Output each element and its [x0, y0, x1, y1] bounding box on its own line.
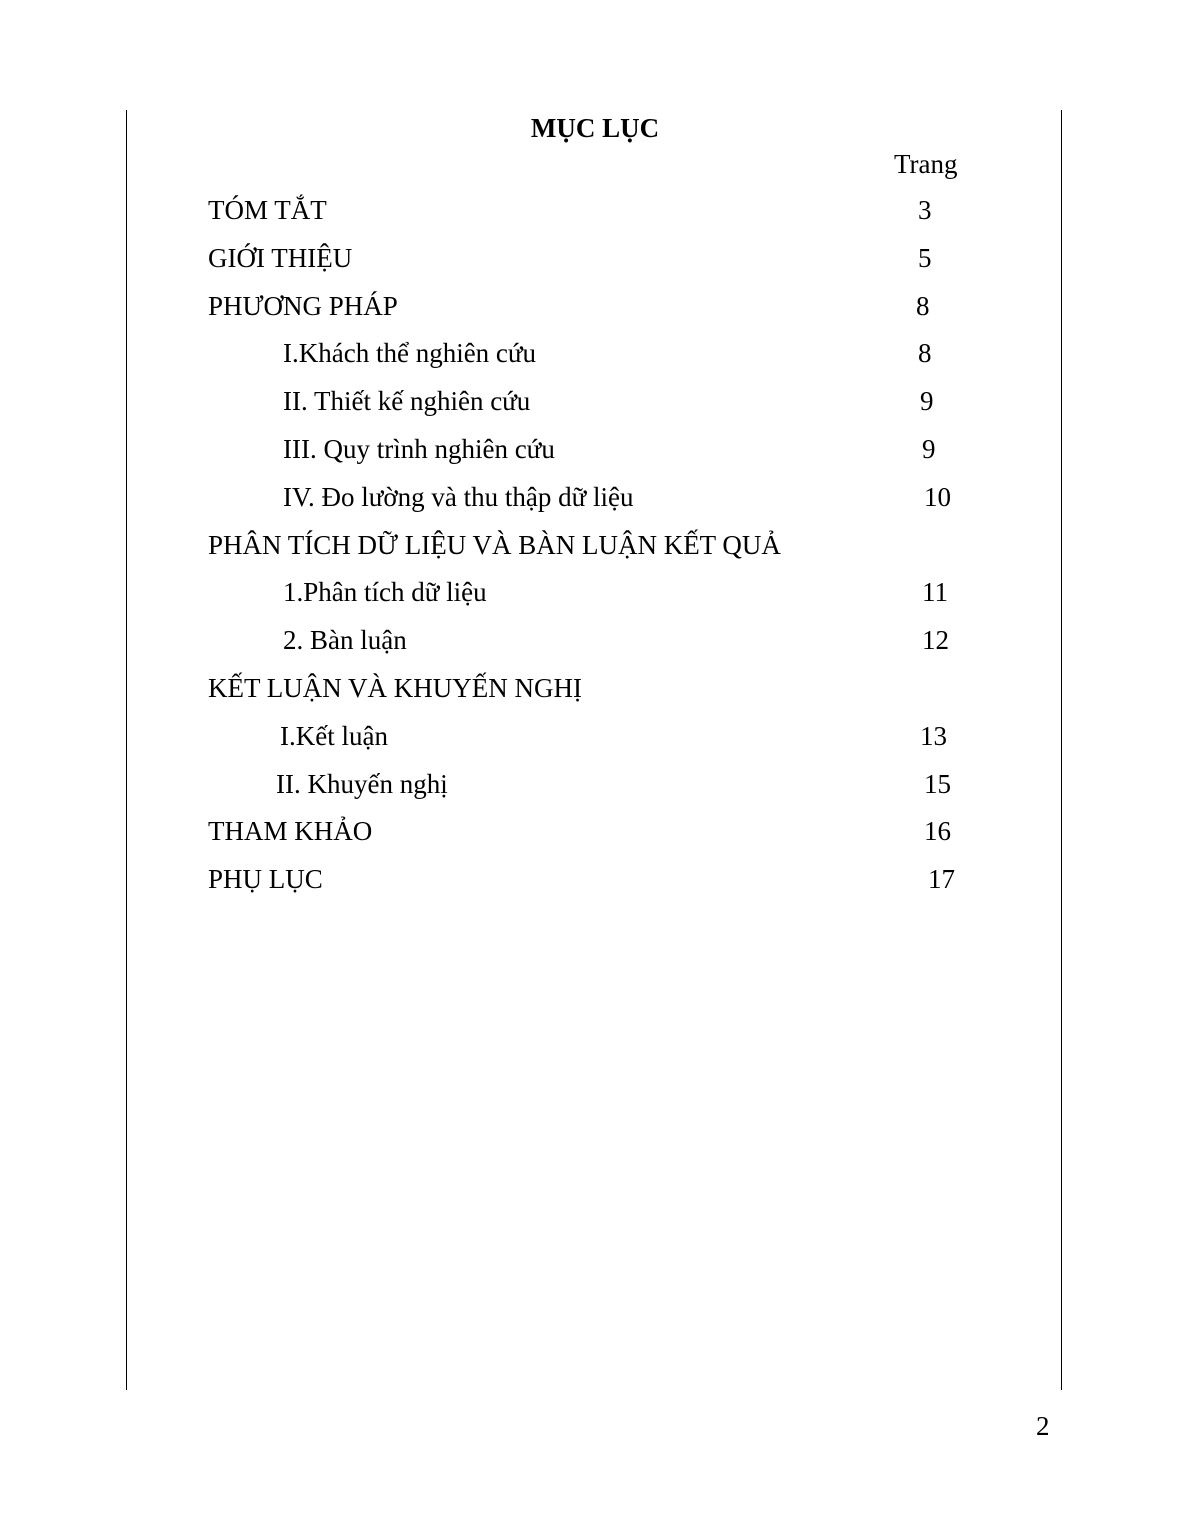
toc-entry-page: 3 — [918, 195, 932, 225]
toc-entry-label: I.Khách thể nghiên cứu — [283, 338, 537, 369]
toc-entry-page: 8 — [918, 338, 932, 369]
toc-entry-ket-luan — [0, 716, 1190, 764]
page-title: MỤC LỤC — [530, 113, 660, 143]
toc-entry-label: TÓM TẮT — [208, 195, 327, 225]
toc-entry-label: II. Thiết kế nghiên cứu — [283, 386, 531, 417]
toc-entry-page: 9 — [922, 433, 936, 464]
page-number: 2 — [1036, 1411, 1050, 1441]
toc-entry-thiet-ke — [0, 381, 1190, 429]
toc-entry-page: 13 — [920, 720, 947, 751]
toc-entry-page: 5 — [918, 242, 932, 273]
toc-entry-khuyen-nghi — [0, 764, 1190, 812]
toc-entry-page: 12 — [922, 625, 949, 656]
toc-entry-ket-luan-khuyen-nghi — [0, 668, 1190, 716]
toc-entry-gioi-thieu — [0, 238, 1190, 286]
toc-entry-phuong-phap — [0, 286, 1190, 334]
toc-entry-label: III. Quy trình nghiên cứu — [283, 433, 555, 464]
toc-entry-label: KẾT LUẬN VÀ KHUYẾN NGHỊ — [208, 672, 582, 703]
toc-entry-phu-luc — [0, 859, 1190, 907]
toc-entry-quy-trinh — [0, 429, 1190, 477]
toc-entry-page: 8 — [916, 290, 930, 321]
page-column-header: Trang — [894, 149, 958, 179]
toc-entry-label: IV. Đo lường và thu thập dữ liệu — [283, 481, 634, 512]
toc-entry-label: PHƯƠNG PHÁP — [208, 290, 398, 321]
toc-entry-label: THAM KHẢO — [208, 816, 373, 847]
toc-entry-label: 2. Bàn luận — [283, 625, 407, 656]
toc-entry-page: 16 — [924, 816, 951, 847]
toc-entry-label: PHÂN TÍCH DỮ LIỆU VÀ BÀN LUẬN KẾT QUẢ — [208, 529, 781, 560]
toc-entry-label: 1.Phân tích dữ liệu — [283, 577, 487, 608]
toc-entry-label: I.Kết luận — [280, 720, 388, 751]
toc-entry-do-luong — [0, 477, 1190, 525]
toc-entry-phan-tich-ban-luan — [0, 525, 1190, 573]
toc-entry-label: II. Khuyến nghị — [276, 768, 448, 799]
toc-entry-page: 17 — [928, 864, 955, 895]
toc-entry-tom-tat — [0, 190, 1190, 238]
toc-entry-page: 10 — [924, 481, 951, 512]
toc-entry-tham-khao — [0, 811, 1190, 859]
toc-entry-page: 15 — [924, 768, 951, 799]
toc-entry-phan-tich-du-lieu — [0, 572, 1190, 620]
toc-entry-label: PHỤ LỤC — [208, 864, 323, 895]
toc-entry-page: 11 — [922, 577, 948, 608]
toc-entry-khach-the — [0, 333, 1190, 381]
table-of-contents — [0, 190, 1190, 907]
toc-entry-ban-luan — [0, 620, 1190, 668]
toc-entry-label: GIỚI THIỆU — [208, 242, 353, 273]
toc-entry-page: 9 — [920, 386, 934, 417]
